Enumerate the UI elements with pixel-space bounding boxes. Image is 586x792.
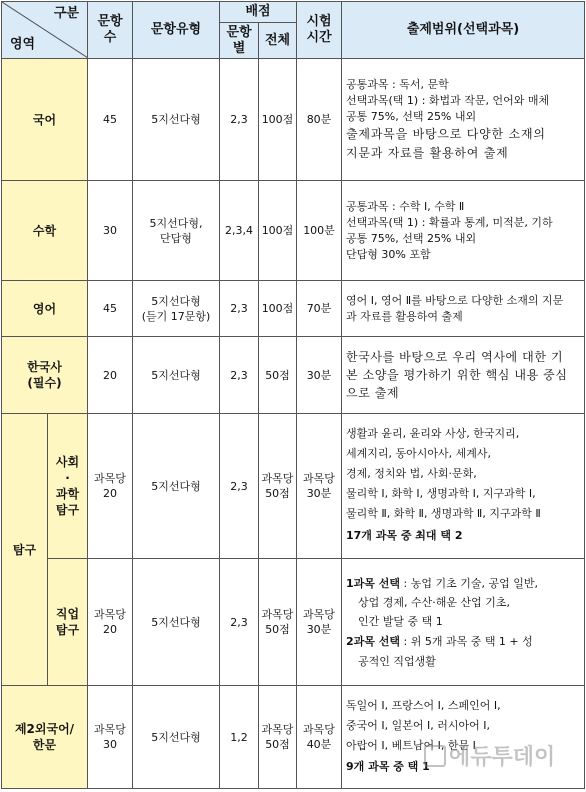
scope-line xyxy=(346,574,581,593)
header-category-label: 구분 xyxy=(53,6,79,21)
scope-line: 생활과 윤리, 윤리와 사상, 한국지리, xyxy=(346,427,520,440)
header-score-group: 배점 xyxy=(220,2,297,23)
scope-line: 과 자료를 활용하여 출제 xyxy=(346,309,463,323)
math-count: 30 xyxy=(88,181,133,281)
area-korean-history: 한국사 (필수) xyxy=(2,337,88,414)
korean-count: 45 xyxy=(88,59,133,181)
scope-line: 영어 Ⅰ, 영어 Ⅱ를 바탕으로 다양한 소재의 지문 xyxy=(346,293,564,307)
scope-line: 아랍어 Ⅰ, 베트남어 Ⅰ, 한문 Ⅰ xyxy=(346,739,476,752)
vocational-count: 과목당 20 xyxy=(88,559,133,686)
social-science-time: 과목당 30분 xyxy=(297,414,342,559)
scope-line: 단답형 30% 포함 xyxy=(346,247,431,261)
vocational-type: 5지선다형 xyxy=(133,559,220,686)
option-two-heading: 2과목 선택 xyxy=(346,634,400,648)
korean-score-total: 100점 xyxy=(259,59,297,181)
scope-line: 공통 75%, 선택 25% 내외 xyxy=(346,109,477,123)
vocational-score-total: 과목당 50점 xyxy=(259,559,297,686)
option-two-text: : 위 5개 과목 중 택 1 + 성 xyxy=(400,634,533,648)
table-row-vocational-inquiry xyxy=(2,559,585,686)
foreign-type: 5지선다형 xyxy=(133,686,220,789)
history-type: 5지선다형 xyxy=(133,337,220,414)
subarea-vocational: 직업 탐구 xyxy=(48,559,88,686)
social-science-score-per: 2,3 xyxy=(220,414,259,559)
scope-line: 지문과 자료를 활용하여 출제 xyxy=(346,145,509,160)
scope-line xyxy=(346,631,581,652)
header-corner-cell xyxy=(2,2,88,59)
scope-line: 공통과목 : 수학 Ⅰ, 수학 Ⅱ xyxy=(346,199,465,213)
history-score-per: 2,3 xyxy=(220,337,259,414)
english-score-total: 100점 xyxy=(259,281,297,337)
social-science-type: 5지선다형 xyxy=(133,414,220,559)
table-row-korean-history xyxy=(2,337,585,414)
area-korean: 국어 xyxy=(2,59,88,181)
header-exam-scope: 출제범위(선택과목) xyxy=(342,2,585,59)
vocational-scope xyxy=(342,559,585,686)
scope-line: 출제과목을 바탕으로 다양한 소재의 xyxy=(346,126,546,141)
watermark xyxy=(424,740,555,771)
english-time: 70분 xyxy=(297,281,342,337)
scope-line: 공통 75%, 선택 25% 내외 xyxy=(346,231,477,245)
foreign-score-total: 과목당 50점 xyxy=(259,686,297,789)
foreign-scope xyxy=(342,686,585,789)
korean-scope xyxy=(342,59,585,181)
foreign-score-per: 1,2 xyxy=(220,686,259,789)
korean-type: 5지선다형 xyxy=(133,59,220,181)
english-score-per: 2,3 xyxy=(220,281,259,337)
option-one-text: : 농업 기초 기술, 공업 일반, xyxy=(400,576,538,590)
scope-line: 경제, 정치와 법, 사회·문화, xyxy=(346,467,477,480)
history-scope xyxy=(342,337,585,414)
math-score-total: 100점 xyxy=(259,181,297,281)
scope-line: 선택과목(택 1) : 확률과 통계, 미적분, 기하 xyxy=(346,215,553,229)
option-one-heading: 1과목 선택 xyxy=(346,576,400,590)
scope-line: 공통과목 : 독서, 문학 xyxy=(346,77,449,91)
subarea-social-science: 사회 · 과학 탐구 xyxy=(48,414,88,559)
watermark-text: 에듀투데이 xyxy=(449,745,556,770)
vocational-score-per: 2,3 xyxy=(220,559,259,686)
social-science-scope xyxy=(342,414,585,559)
social-science-count: 과목당 20 xyxy=(88,414,133,559)
korean-score-per: 2,3 xyxy=(220,59,259,181)
foreign-time: 과목당 40분 xyxy=(297,686,342,789)
math-score-per: 2,3,4 xyxy=(220,181,259,281)
table-row-math xyxy=(2,181,585,281)
history-score-total: 50점 xyxy=(259,337,297,414)
scope-line: 으로 출제 xyxy=(346,386,400,400)
exam-structure-table xyxy=(1,1,585,789)
area-inquiry: 탐구 xyxy=(2,414,48,686)
english-scope xyxy=(342,281,585,337)
area-english: 영어 xyxy=(2,281,88,337)
header-area-label: 영역 xyxy=(10,37,36,52)
header-question-type: 문항유형 xyxy=(133,2,220,59)
scope-line: 본 소양을 평가하기 위한 핵심 내용 중심 xyxy=(346,368,568,382)
header-score-per-question: 문항 별 xyxy=(220,23,259,59)
scope-line: 선택과목(택 1) : 화법과 작문, 언어와 매체 xyxy=(346,93,550,107)
header-exam-time: 시험 시간 xyxy=(297,2,342,59)
math-scope xyxy=(342,181,585,281)
foreign-count: 과목당 30 xyxy=(88,686,133,789)
history-count: 20 xyxy=(88,337,133,414)
scope-line: 공적인 직업생활 xyxy=(358,654,436,668)
scope-note: 17개 과목 중 최대 택 2 xyxy=(346,529,463,542)
korean-time: 80분 xyxy=(297,59,342,181)
scope-line: 상업 경제, 수산·해운 산업 기초, xyxy=(358,595,510,609)
table-row-second-foreign-language xyxy=(2,686,585,789)
vocational-time: 과목당 30분 xyxy=(297,559,342,686)
watermark-logo-icon xyxy=(424,745,446,767)
social-science-score-total: 과목당 50점 xyxy=(259,414,297,559)
table-row-english xyxy=(2,281,585,337)
scope-line: 세계지리, 동아시아사, 세계사, xyxy=(346,447,491,460)
scope-line: 중국어 Ⅰ, 일본어 Ⅰ, 러시아어 Ⅰ, xyxy=(346,719,490,732)
scope-line: 물리학 Ⅱ, 화학 Ⅱ, 생명과학 Ⅱ, 지구과학 Ⅱ xyxy=(346,507,541,520)
english-count: 45 xyxy=(88,281,133,337)
math-time: 100분 xyxy=(297,181,342,281)
table-row-korean xyxy=(2,59,585,181)
area-second-foreign-language: 제2외국어/ 한문 xyxy=(2,686,88,789)
scope-line: 인간 발달 중 택 1 xyxy=(358,614,443,628)
english-type: 5지선다형 (듣기 17문항) xyxy=(133,281,220,337)
scope-note: 9개 과목 중 택 1 xyxy=(346,760,430,773)
header-question-count: 문항 수 xyxy=(88,2,133,59)
table-row-social-science-inquiry xyxy=(2,414,585,559)
math-type: 5지선다형, 단답형 xyxy=(133,181,220,281)
scope-line: 한국사를 바탕으로 우리 역사에 대한 기 xyxy=(346,350,564,364)
scope-line: 독일어 Ⅰ, 프랑스어 Ⅰ, 스페인어 Ⅰ, xyxy=(346,699,501,712)
scope-line: 물리학 Ⅰ, 화학 Ⅰ, 생명과학 Ⅰ, 지구과학 Ⅰ, xyxy=(346,487,536,500)
header-score-total: 전체 xyxy=(259,23,297,59)
history-time: 30분 xyxy=(297,337,342,414)
area-math: 수학 xyxy=(2,181,88,281)
